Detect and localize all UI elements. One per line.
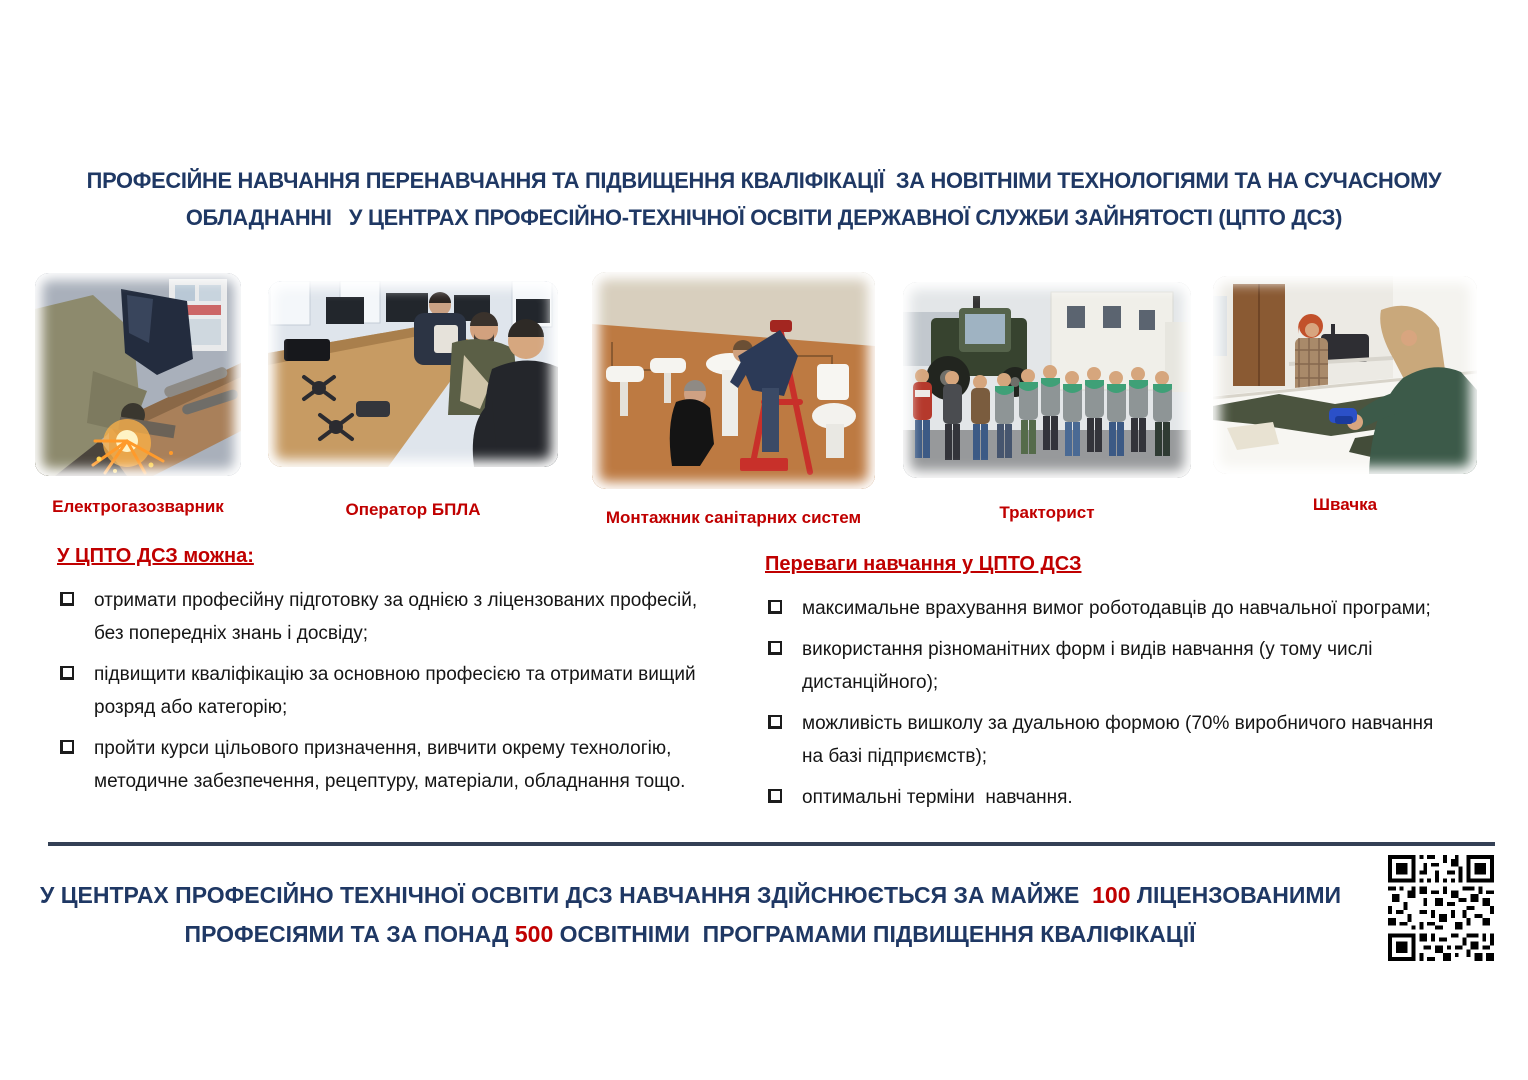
bullet-text: використання різноманітних форм і видів навчання (у тому числі дистанційного); bbox=[802, 639, 1378, 693]
checkbox-square-icon bbox=[768, 641, 782, 655]
banner-line-1 bbox=[40, 876, 1340, 915]
banner-text: У ЦЕНТРАХ ПРОФЕСІЙНО ТЕХНІЧНОЇ ОСВІТИ ДСЗ НАВЧАННЯ ЗДІЙСНЮЄТЬСЯ ЗА МАЙЖЕ bbox=[40, 882, 1093, 908]
list-item bbox=[765, 707, 1445, 773]
photo-drone-class bbox=[268, 281, 558, 467]
photo-welder bbox=[35, 273, 241, 476]
photo-caption-sanitary-installer: Монтажник санітарних систем bbox=[605, 508, 862, 527]
section-what-you-can-do bbox=[57, 545, 717, 806]
bullet-text: отримати професійну підготовку за однією з ліцензованих професій, без попередніх знань і досвіду; bbox=[94, 590, 703, 644]
left-column-heading: У ЦПТО ДСЗ можна: bbox=[57, 545, 254, 567]
checkbox-square-icon bbox=[60, 740, 74, 754]
tractor-group-illustration bbox=[903, 282, 1191, 478]
checkbox-square-icon bbox=[768, 789, 782, 803]
banner-text: ЛІЦЕНЗОВАНИМИ bbox=[1130, 882, 1342, 908]
bullet-text: можливість вишколу за дуальною формою (70% виробничого навчання на базі підприємств); bbox=[802, 713, 1439, 767]
photo-caption-seamstress: Швачка bbox=[1312, 495, 1378, 514]
qr-code-graphic bbox=[1384, 851, 1498, 965]
horizontal-divider bbox=[48, 842, 1495, 846]
banner-text: ОСВІТНІМИ ПРОГРАМАМИ ПІДВИЩЕННЯ КВАЛІФІКАЦІЇ bbox=[553, 921, 1196, 947]
banner-line-2 bbox=[40, 915, 1340, 954]
education-programs-count: 500 bbox=[514, 921, 554, 947]
bullet-text: максимальне врахування вимог роботодавців до навчальної програми; bbox=[802, 598, 1431, 619]
photo-caption-tractor-driver: Тракторист bbox=[999, 503, 1095, 522]
photo-sewing bbox=[1213, 276, 1477, 474]
bullet-text: підвищити кваліфікацію за основною професією та отримати вищий розряд або категорію; bbox=[94, 664, 701, 718]
photo-plumbing bbox=[592, 272, 875, 489]
sewing-illustration bbox=[1213, 276, 1477, 474]
left-bullet-list bbox=[57, 584, 717, 798]
plumbing-illustration bbox=[592, 272, 875, 489]
page-title bbox=[66, 162, 1463, 236]
checkbox-square-icon bbox=[60, 592, 74, 606]
section-advantages bbox=[765, 553, 1445, 822]
right-column-heading: Переваги навчання у ЦПТО ДСЗ bbox=[765, 553, 1082, 575]
title-line-2: ОБЛАДНАННІ У ЦЕНТРАХ ПРОФЕСІЙНО-ТЕХНІЧНОЇ ОСВІТИ ДЕРЖАВНОЇ СЛУЖБИ ЗАЙНЯТОСТІ (ЦПТО ДСЗ) bbox=[185, 205, 1343, 230]
title-line-1: ПРОФЕСІЙНЕ НАВЧАННЯ ПЕРЕНАВЧАННЯ ТА ПІДВИЩЕННЯ КВАЛІФІКАЦІЇ ЗА НОВІТНІМИ ТЕХНОЛОГІЯМИ ТА НА СУЧАСНОМУ bbox=[86, 168, 1442, 193]
list-item bbox=[765, 781, 1445, 814]
checkbox-square-icon bbox=[60, 666, 74, 680]
list-item bbox=[57, 584, 717, 650]
bullet-text: оптимальні терміни навчання. bbox=[802, 787, 1073, 808]
list-item bbox=[765, 633, 1445, 699]
photo-caption-drone-operator: Оператор БПЛА bbox=[345, 500, 481, 519]
qr-code bbox=[1384, 851, 1498, 965]
right-bullet-list bbox=[765, 592, 1445, 814]
banner-text: ПРОФЕСІЯМИ ТА ЗА ПОНАД bbox=[184, 921, 515, 947]
bullet-text: пройти курси цільового призначення, вивчити окрему технологію, методичне забезпечення, рецептуру, матеріали, обладнання тощо. bbox=[94, 738, 686, 792]
drone-class-illustration bbox=[268, 281, 558, 467]
welder-illustration bbox=[35, 273, 241, 476]
list-item bbox=[57, 732, 717, 798]
photo-tractor-group bbox=[903, 282, 1191, 478]
list-item bbox=[765, 592, 1445, 625]
list-item bbox=[57, 658, 717, 724]
checkbox-square-icon bbox=[768, 600, 782, 614]
bottom-banner bbox=[40, 876, 1340, 954]
photo-caption-welder: Електрогазозварник bbox=[52, 497, 224, 516]
licensed-professions-count: 100 bbox=[1092, 882, 1131, 908]
checkbox-square-icon bbox=[768, 715, 782, 729]
